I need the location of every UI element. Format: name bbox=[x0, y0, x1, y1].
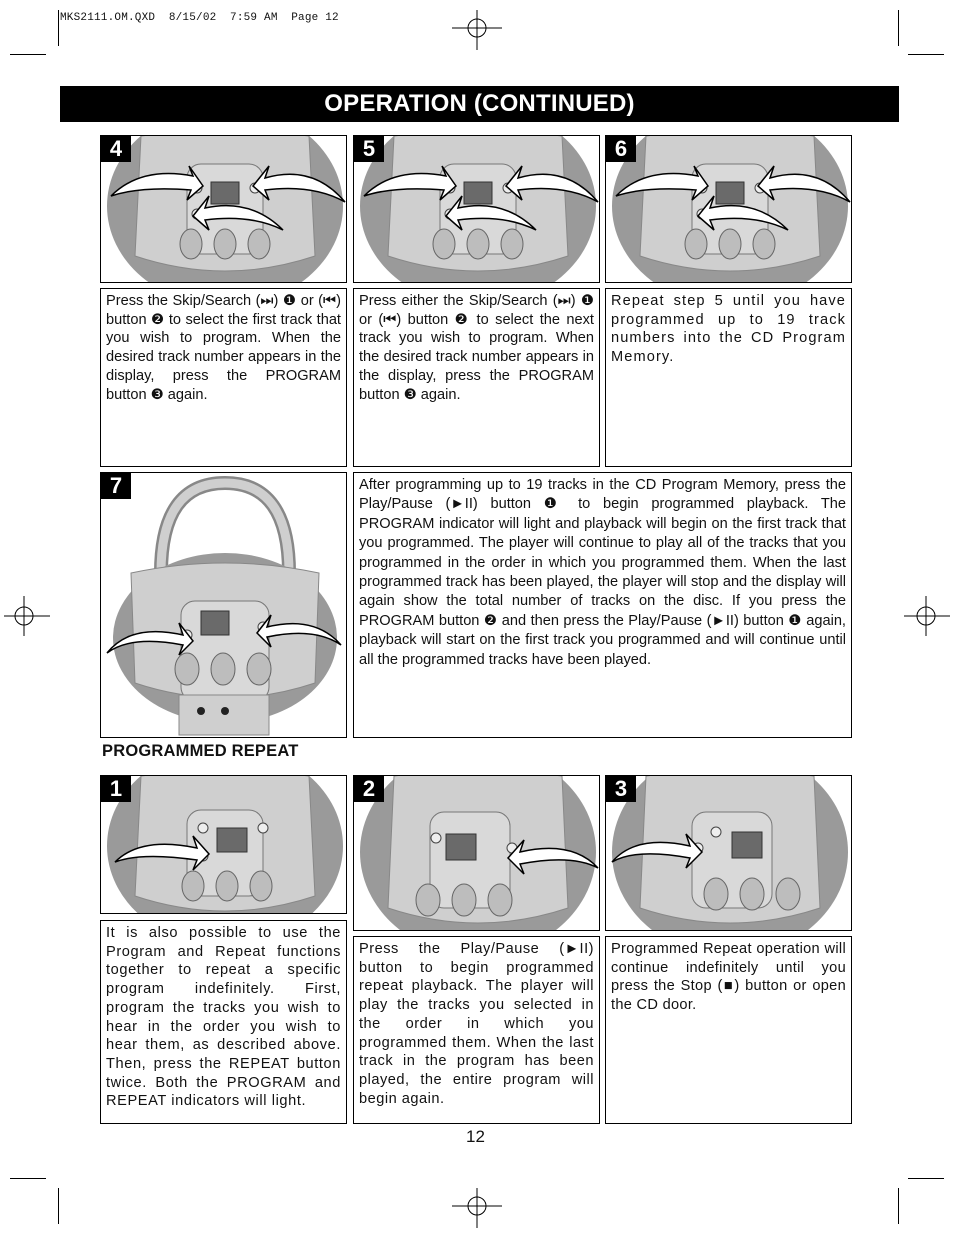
cd-player-illustration bbox=[354, 776, 600, 931]
step-4-text bbox=[100, 288, 347, 467]
section-header bbox=[60, 86, 899, 122]
step-number: 4 bbox=[101, 136, 131, 162]
step-instruction: Repeat step 5 until you have programmed up to 19 track numbers into the CD Program Memory. bbox=[611, 293, 846, 366]
step-7-illustration bbox=[100, 472, 347, 738]
crop-mark bbox=[10, 54, 46, 55]
step-7-text bbox=[353, 472, 852, 738]
cd-player-illustration bbox=[101, 136, 347, 283]
repeat-step-2-text bbox=[353, 936, 600, 1124]
repeat-step-1-text bbox=[100, 920, 347, 1124]
crop-mark bbox=[898, 1188, 899, 1224]
step-instruction: It is also possible to use the Program and Repeat functions together to repeat a specific program indefinitely. First, program the tracks you wish to hear in the order you wish to hear them, as described above. Then, press the REPEAT button twice. Both the PROGRAM and REPEAT indicators will light. bbox=[106, 925, 341, 1110]
registration-mark-icon bbox=[904, 596, 950, 636]
cd-player-illustration bbox=[606, 136, 852, 283]
registration-mark-icon bbox=[4, 596, 50, 636]
repeat-step-3-text bbox=[605, 936, 852, 1124]
crop-mark bbox=[898, 10, 899, 46]
step-number: 2 bbox=[354, 776, 384, 802]
crop-mark bbox=[10, 1178, 46, 1179]
repeat-step-2-illustration bbox=[353, 775, 600, 931]
cd-player-illustration bbox=[101, 776, 347, 914]
step-number: 1 bbox=[101, 776, 131, 802]
step-number: 6 bbox=[606, 136, 636, 162]
crop-mark bbox=[908, 54, 944, 55]
section-title: PROGRAMMED REPEAT bbox=[102, 742, 299, 760]
step-number: 7 bbox=[101, 473, 131, 499]
cd-player-illustration bbox=[606, 776, 852, 931]
registration-mark-icon bbox=[452, 1188, 502, 1228]
repeat-step-1-illustration bbox=[100, 775, 347, 914]
crop-mark bbox=[58, 10, 59, 46]
step-6-illustration bbox=[605, 135, 852, 283]
step-instruction: Programmed Repeat operation will continue indefinitely until you press the Stop (■) button or open the CD door. bbox=[611, 941, 846, 1014]
step-5-text bbox=[353, 288, 600, 467]
cd-player-full-illustration bbox=[101, 473, 347, 738]
page-title: OPERATION (CONTINUED) bbox=[324, 90, 635, 117]
step-6-text bbox=[605, 288, 852, 467]
step-instruction: Press the Skip/Search (⏭) ❶ or (⏮) button ❷ to select the first track that you wish to program. When the desired track number appears in the display, press the PROGRAM button ❸ again. bbox=[106, 293, 341, 403]
crop-mark bbox=[908, 1178, 944, 1179]
page-number: 12 bbox=[466, 1127, 485, 1146]
cd-player-illustration bbox=[354, 136, 600, 283]
step-instruction: Press either the Skip/Search (⏭) ❶ or (⏮) button ❷ to select the next track you wish to program. When the desired track number appears in the display, press the PROGRAM button ❸ again. bbox=[359, 293, 594, 403]
file-slug: MKS2111.OM.QXD 8/15/02 7:59 AM Page 12 bbox=[60, 12, 339, 24]
step-instruction: Press the Play/Pause (►II) button to begin programmed repeat playback. The player will play the tracks you selected in the order in which you programmed them. When the last track in the program has been played, the entire program will begin again. bbox=[359, 941, 594, 1107]
step-4-illustration bbox=[100, 135, 347, 283]
step-instruction: After programming up to 19 tracks in the CD Program Memory, press the Play/Pause (►II) button ❶ to begin programmed playback. The PROGRAM indicator will light and playback will begin on the first track that you programmed. The player will continue to play all of the tracks that you programmed in the order in which you programmed them. When the last programmed track has been played, the player will stop and the display will again show the total number of tracks on the disc. If you press the PROGRAM button ❷ and then press the Play/Pause (►II) button ❶ again, playback will start on the first track you programmed and will continue until all the programmed tracks have been played. bbox=[359, 477, 846, 668]
crop-mark bbox=[58, 1188, 59, 1224]
step-number: 3 bbox=[606, 776, 636, 802]
step-number: 5 bbox=[354, 136, 384, 162]
step-5-illustration bbox=[353, 135, 600, 283]
repeat-step-3-illustration bbox=[605, 775, 852, 931]
registration-mark-icon bbox=[452, 10, 502, 50]
